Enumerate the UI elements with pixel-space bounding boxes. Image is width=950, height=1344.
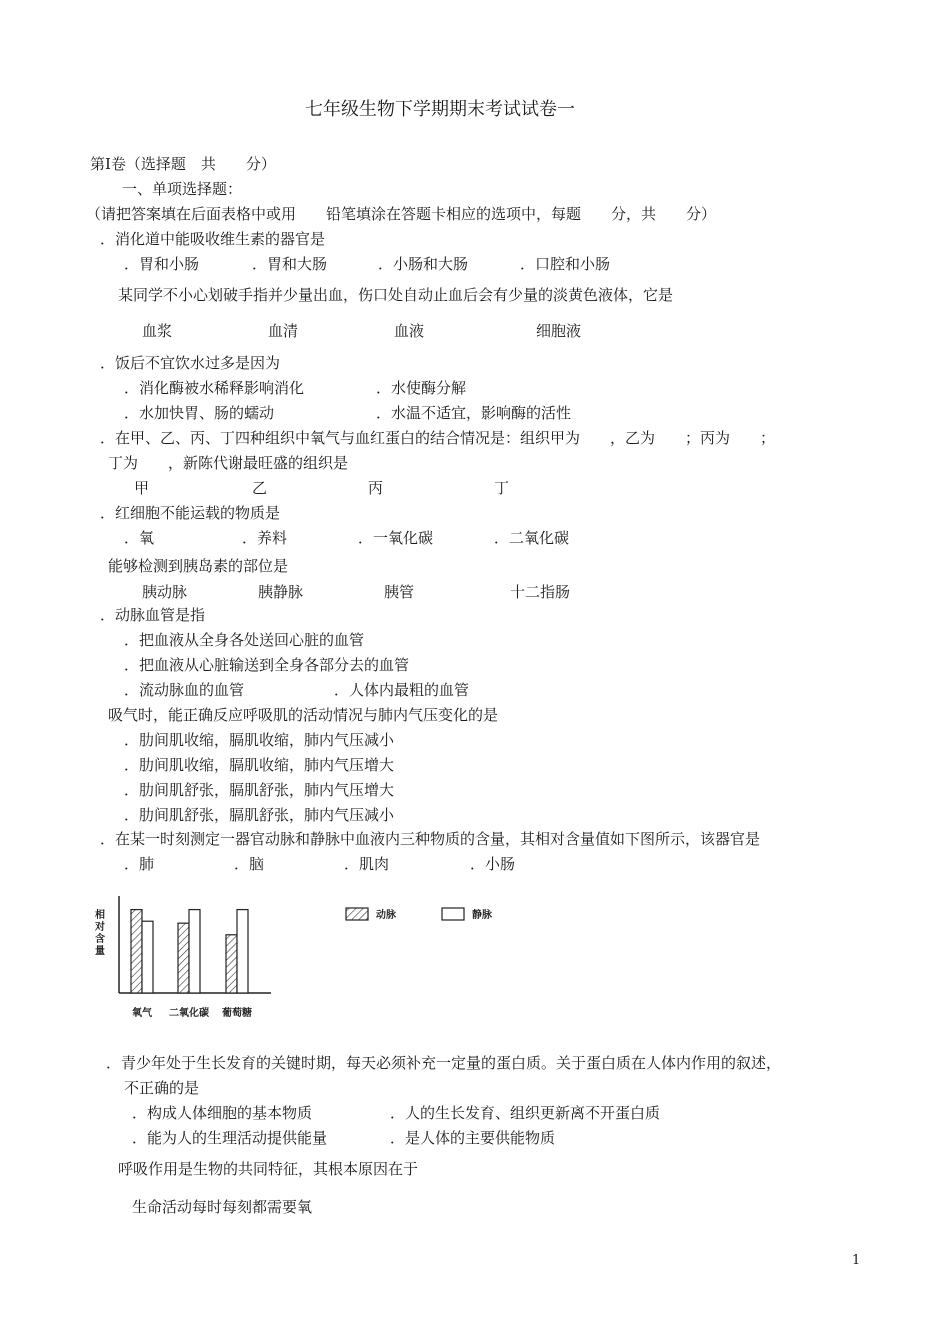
question-11-stem: 呼吸作用是生物的共同特征，其根本原因在于 [118,1160,419,1178]
question-4-stem: ．在甲、乙、丙、丁四种组织中氧气与血红蛋白的结合情况是：组织甲为 ，乙为 ；丙为 ； [100,429,776,447]
y-axis-label-char: 相 [95,910,105,921]
question-8-option-c: ．肋间肌舒张，膈肌舒张，肺内气压增大 [124,781,395,799]
question-2-option-d: 细胞液 [536,322,582,340]
question-1-stem: ．消化道中能吸收维生素的器官是 [100,230,326,248]
question-6-option-d: 十二指肠 [510,583,571,601]
question-9-option-c: ．肌肉 [344,855,390,873]
question-9-option-b: ．脑 [234,855,265,873]
question-1-option-b: ．胃和大肠 [252,255,328,273]
question-5-option-b: ．养料 [242,529,288,547]
question-3-option-a: ．消化酶被水稀释影响消化 [124,379,305,397]
question-10-option-c: ．能为人的生理活动提供能量 [132,1129,328,1147]
question-11-option-a: 生命活动每时每刻都需要氧 [132,1198,313,1216]
question-10-option-d: ．是人体的主要供能物质 [390,1129,556,1147]
question-6-option-b: 胰静脉 [258,583,304,601]
question-9-option-d: ．小肠 [470,855,516,873]
question-6-stem: 能够检测到胰岛素的部位是 [108,557,289,575]
bar-artery-2 [226,935,237,993]
question-4-option-a: 甲 [134,479,150,497]
question-9-option-a: ．肺 [124,855,155,873]
question-1-option-c: ．小肠和大肠 [378,255,469,273]
bar-vein-1 [189,910,200,993]
question-6-option-a: 胰动脉 [142,583,188,601]
question-1-option-a: ．胃和小肠 [124,255,200,273]
question-8-option-b: ．肋间肌收缩，膈肌收缩，肺内气压增大 [124,756,395,774]
question-7-option-d: ．人体内最粗的血管 [334,681,470,699]
question-2-stem: 某同学不小心划破手指并少量出血，伤口处自动止血后会有少量的淡黄色液体，它是 [118,286,674,304]
legend-label-artery: 动脉 [376,910,396,921]
page-title: 七年级生物下学期期末考试试卷一 [305,99,575,120]
question-3-option-c: ．水加快胃、肠的蠕动 [124,404,275,422]
bar-vein-0 [142,921,153,993]
question-10-option-a: ．构成人体细胞的基本物质 [132,1104,313,1122]
x-tick-label: 葡萄糖 [222,1008,252,1019]
legend-swatch-vein [442,908,464,920]
instructions: （请把答案填在后面表格中或用 铅笔填涂在答题卡相应的选项中，每题 分，共 分） [86,205,717,223]
x-tick-label: 氧气 [132,1008,152,1019]
question-7-option-b: ．把血液从心脏输送到全身各部分去的血管 [124,656,410,674]
legend-label-vein: 静脉 [472,910,492,921]
question-1-option-d: ．口腔和小肠 [520,255,611,273]
question-2-option-a: 血浆 [142,322,173,340]
section-heading: 第Ⅰ卷（选择题 共 分） [90,155,276,173]
question-10-stem-cont: 不正确的是 [124,1079,200,1097]
question-5-option-a: ．氧 [124,529,155,547]
question-5-option-d: ．二氧化碳 [494,529,570,547]
question-4-option-d: 丁 [494,479,510,497]
part-heading: 一、单项选择题： [122,180,243,198]
page-number: 1 [852,1253,861,1268]
question-8-option-d: ．肋间肌舒张，膈肌舒张，肺内气压减小 [124,806,395,824]
bar-artery-0 [131,910,142,993]
question-4-option-c: 丙 [368,479,384,497]
question-8-option-a: ．肋间肌收缩，膈肌收缩，肺内气压减小 [124,731,395,749]
legend-swatch-artery [346,908,368,920]
y-axis-label-char: 量 [95,946,105,957]
y-axis-label-char: 对 [95,922,105,933]
question-9-stem: ．在某一时刻测定一器官动脉和静脉中血液内三种物质的含量，其相对含量值如下图所示，该器官是 [100,830,761,848]
question-2-option-c: 血液 [394,322,425,340]
bar-artery-1 [178,923,189,993]
question-3-option-b: ．水使酶分解 [376,379,467,397]
question-6-option-c: 胰管 [384,583,415,601]
question-7-option-a: ．把血液从全身各处送回心脏的血管 [124,631,365,649]
x-tick-label: 二氧化碳 [169,1008,209,1019]
y-axis-label [94,908,105,957]
question-8-stem: 吸气时，能正确反应呼吸肌的活动情况与肺内气压变化的是 [108,706,499,724]
blood-content-chart [86,888,516,1028]
chart-legend [346,908,493,921]
question-5-option-c: ．一氧化碳 [358,529,434,547]
question-10-option-b: ．人的生长发育、组织更新离不开蛋白质 [390,1104,661,1122]
question-5-stem: ．红细胞不能运载的物质是 [100,504,281,522]
question-3-option-d: ．水温不适宜，影响酶的活性 [376,404,572,422]
question-7-option-c: ．流动脉血的血管 [124,681,245,699]
question-10-stem: ．青少年处于生长发育的关键时期，每天必须补充一定量的蛋白质。关于蛋白质在人体内作用的叙述， [106,1054,782,1072]
question-4-stem-cont: 丁为 ，新陈代谢最旺盛的组织是 [108,454,349,472]
bar-vein-2 [237,910,248,993]
y-axis-label-char: 含 [95,934,105,945]
question-3-stem: ．饭后不宜饮水过多是因为 [100,354,281,372]
question-2-option-b: 血清 [268,322,299,340]
question-4-option-b: 乙 [252,479,268,497]
question-7-stem: ．动脉血管是指 [100,606,206,624]
